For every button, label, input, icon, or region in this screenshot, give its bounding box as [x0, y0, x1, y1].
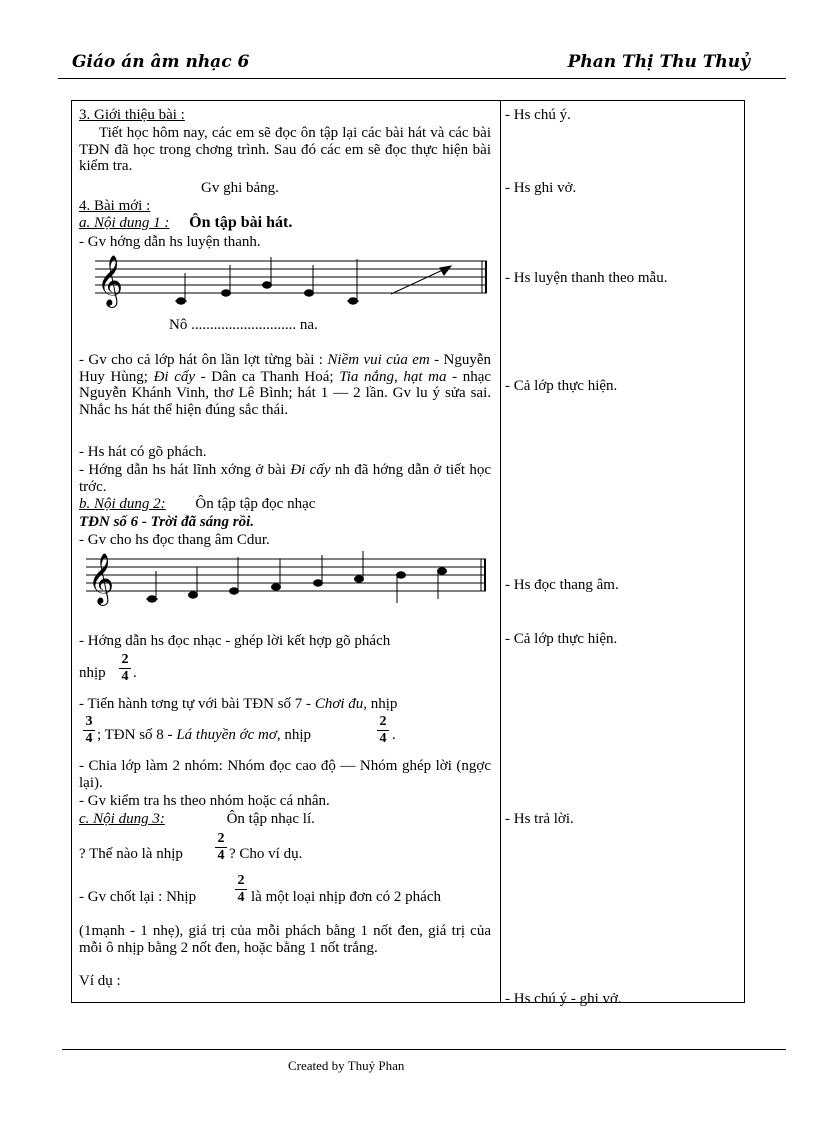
nhip-comma: , nhịp	[363, 696, 398, 712]
song-3-title: Tia nắng, hạt ma	[339, 368, 447, 385]
right-note-4: - Cả lớp thực hiện.	[505, 378, 618, 394]
right-note-2: - Hs ghi vở.	[505, 180, 577, 196]
kiem-tra-text: - Gv kiểm tra hs theo nhóm hoặc cá nhân.	[79, 793, 330, 809]
header-subject: Giáo án âm nhạc 6	[72, 52, 250, 72]
chot-a: - Gv chốt lại : Nhịp	[79, 889, 197, 905]
right-note-5: - Hs đọc thang âm.	[505, 577, 619, 593]
content-3-label: c. Nội dung 3:	[79, 811, 165, 827]
doc-nhac-text: - Hớng dẫn hs đọc nhạc - ghép lời kết hợp gõ phách	[79, 633, 391, 649]
intro-paragraph: Tiết học hôm nay, các em sẽ đọc ôn tập lại các bài hát và các bài TĐN đã học trong chơng trình. Sau đó các em sẽ đọc thực hiện bài kiểm tra.	[79, 125, 491, 174]
footer-rule	[62, 1049, 786, 1050]
header-author: Phan Thị Thu Thuỷ	[567, 52, 750, 72]
treble-clef-icon: 𝄞	[97, 255, 124, 306]
content-3-title: Ôn tập nhạc lí.	[226, 811, 315, 827]
right-note-3: - Hs luyện thanh theo mẫu.	[505, 270, 668, 286]
song-2-author: - Dân ca Thanh Hoá;	[200, 368, 334, 385]
gv-ghi-bang: Gv ghi bảng.	[201, 180, 279, 196]
nhip-comma-2: , nhịp	[276, 727, 312, 743]
linh-xuong-paragraph	[79, 462, 491, 495]
right-note-1: - Hs chú ý.	[505, 107, 571, 123]
linh-xuong-a: - Hớng dẫn hs hát lĩnh xớng ở bài	[79, 462, 286, 478]
song-review-intro: - Gv cho cả lớp hát ôn lần lợt từng bài :	[79, 352, 323, 368]
section-4-title: 4. Bài mới :	[79, 198, 151, 214]
lesson-table: 3. Giới thiệu bài : Tiết học hôm nay, các em sẽ đọc ôn tập lại các bài hát và các bài TĐN đã học trong chơng trình. Sau đó các em sẽ đọc thực hiện bài kiểm tra. Gv ghi bảng. 4. Bài mới : a. Nội dung 1 : Ôn tập bài hát. - Gv hớng dẫn hs luyện thanh. 𝄞 Nô ............................ na. - Gv cho cả lớp hát ôn lần lợt từng bài : Niềm vui của em - Nguyễn Huy Hùng; Đi cấy - Dân ca Thanh Hoá; Tia nắng, hạt ma - nhạc Nguyễn Khánh Vinh, thơ Lê Bình; hát 1 — 2 lần. Gv lu ý sửa sai. Nhắc hs hát thể hiện đúng sắc thái. - Hs hát có gõ phách. - Hớng dẫn hs hát lĩnh xớng ở bài Đi cấy nh đã hớng dẫn ở tiết học trớc. b. Nội dung 2: Ôn tập tập đọc nhạc TĐN số 6 - Trời đã sáng rồi. - Gv cho hs đọc thang âm Cdur. 𝄞 - Hớng dẫn hs đọc nhạc - ghép lời kết hợp gõ phách nhịp 2 4 . - Tiến hành tơng tự với bài TĐN số 7 - Chơi đu, nhịp 3 4 ; TĐN số 8 - Lá thuyền ớc mơ, nhịp 2 4 . - Chia lớp làm 2 nhóm: Nhóm đọc cao độ — Nhóm ghép lời (ngợc lại). - Gv kiểm tra hs theo nhóm hoặc cá nhân. c. Nội dung 3: Ôn tập nhạc lí. ? Thế nào là nhịp 2 4 ? Cho ví dụ. - Gv chốt lại : Nhịp 2 4 là một loại nhịp đơn có 2 phách (1mạnh - 1 nhẹ), giá trị của mỗi phách bằng 1 nốt đen, giá trị của mỗi ô nhịp bằng 2 nốt đen, hoặc bằng 1 nốt trắng. Ví dụ : - Hs chú ý. - Hs ghi vở. - Hs luyện thanh theo mẫu. - Cả lớp thực hiện. - Hs đọc thang âm. - Cả lớp thực hiện. - Hs trả lời. - Hs chú ý - ghi vở.	[71, 100, 745, 1003]
linh-xuong-song: Đi cấy	[290, 462, 331, 478]
content-1-title: Ôn tập bài hát.	[189, 214, 293, 231]
treble-clef-icon: 𝄞	[88, 553, 115, 604]
content-2-title: Ôn tập tập đọc nhạc	[195, 496, 316, 512]
song-3-author: - nhạc Nguyễn Khánh Vinh, thơ Lê Bình; hát 1 — 2 lần. Gv lu ý sửa sai. Nhắc hs hát thể hiện đúng sắc thái.	[79, 368, 492, 418]
c-major-scale-staff	[86, 547, 488, 611]
chot-b: là một loại nhịp đơn có 2 phách	[251, 889, 441, 905]
vocal-warmup-staff	[95, 249, 495, 313]
song-1-title: Niềm vui của em	[327, 352, 430, 368]
time-signature-2-4-d: 2 4	[235, 874, 247, 905]
right-note-7: - Hs trả lời.	[505, 811, 574, 827]
la-thuyen-title: Lá thuyền ớc mơ	[176, 727, 277, 743]
question-a: ? Thế nào là nhịp	[79, 846, 183, 862]
tdn-8-text: ; TĐN số 8 -	[97, 727, 173, 743]
go-phach-text: - Hs hát có gõ phách.	[79, 444, 207, 460]
chia-lop-paragraph: - Chia lớp làm 2 nhóm: Nhóm đọc cao độ — Nhóm ghép lời (ngợc lại).	[79, 758, 491, 791]
right-note-6: - Cả lớp thực hiện.	[505, 631, 618, 647]
section-3-title: 3. Giới thiệu bài :	[79, 107, 185, 123]
right-note-8: - Hs chú ý - ghi vở.	[505, 991, 622, 1007]
time-signature-3-4: 3 4	[83, 715, 95, 746]
song-review-paragraph	[79, 352, 491, 418]
luyen-thanh-text: - Gv hớng dẫn hs luyện thanh.	[79, 234, 261, 250]
time-signature-2-4-b: 2 4	[377, 715, 389, 746]
tdn-6-title: TĐN số 6 - Trời đã sáng rồi.	[79, 514, 255, 530]
time-signature-2-4-c: 2 4	[215, 832, 227, 863]
choi-du-title: Chơi đu	[314, 696, 364, 712]
vi-du-text: Ví dụ :	[79, 973, 121, 989]
linh-xuong-b: nh đã hớng dẫn ở tiết học trớc.	[79, 462, 492, 495]
chot-paragraph: (1mạnh - 1 nhẹ), giá trị của mỗi phách bằng 1 nốt đen, giá trị của mỗi ô nhịp bằng 2 nốt đen, hoặc bằng 1 nốt trắng.	[79, 923, 491, 956]
song-2-title: Đi cấy	[153, 368, 196, 385]
thang-am-text: - Gv cho hs đọc thang âm Cdur.	[79, 532, 270, 548]
tien-hanh-text: - Tiến hành tơng tự với bài TĐN số 7 -	[79, 696, 312, 712]
column-divider	[500, 101, 501, 1002]
footer-credit: Created by Thuỷ Phan	[288, 1058, 405, 1073]
question-b: ? Cho ví dụ.	[229, 846, 303, 862]
song-1-author: - Nguyễn Huy Hùng;	[79, 352, 492, 385]
header-rule	[58, 78, 786, 79]
content-2-label: b. Nội dung 2:	[79, 496, 166, 512]
time-signature-2-4: 2 4	[119, 653, 131, 684]
nhip-text: nhịp	[79, 665, 106, 681]
content-1-label: a. Nội dung 1 :	[79, 215, 170, 231]
staff-1-lyric: Nô ............................ na.	[169, 317, 318, 333]
